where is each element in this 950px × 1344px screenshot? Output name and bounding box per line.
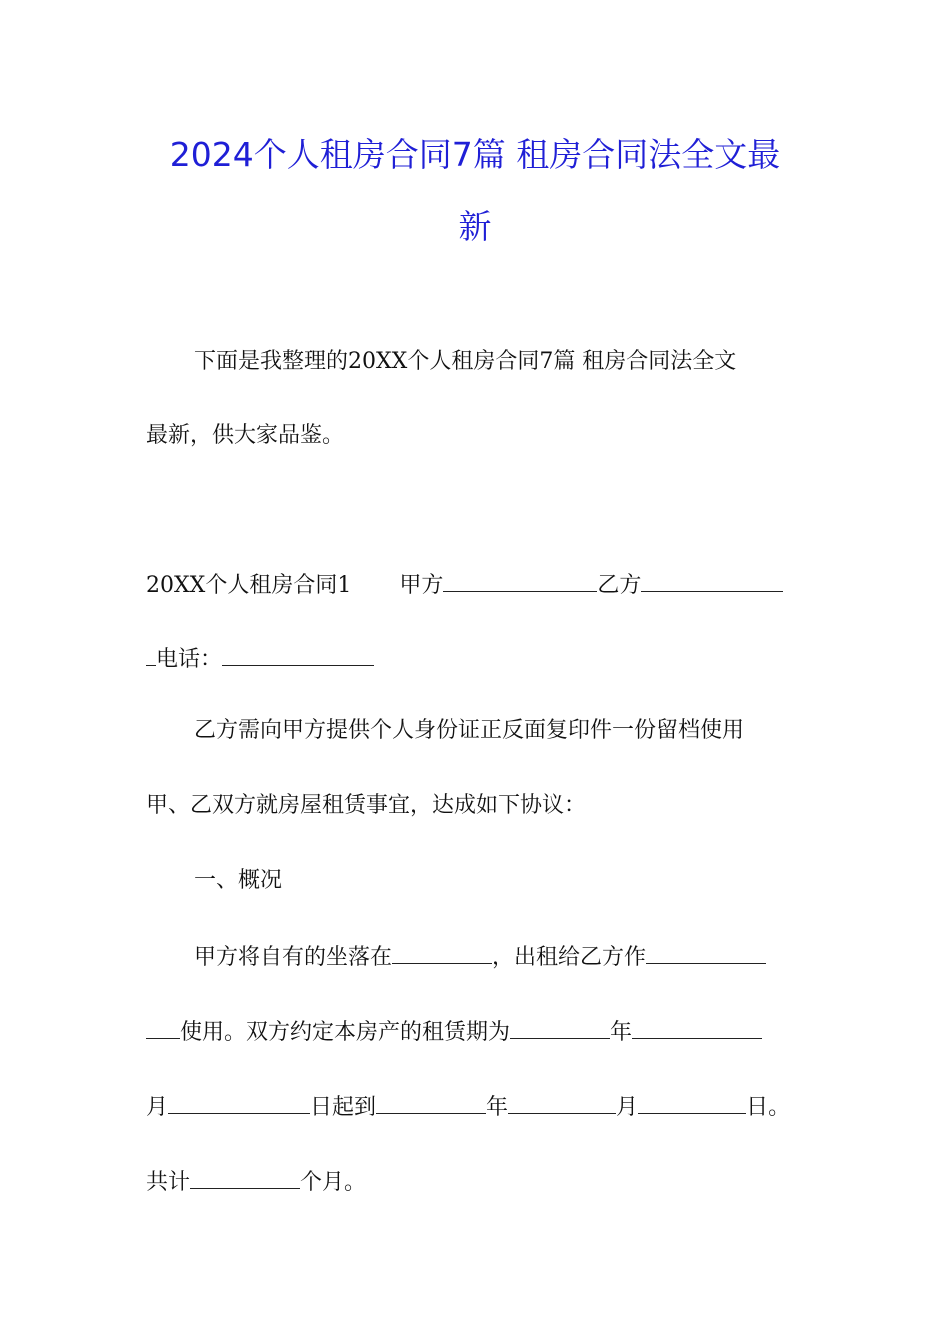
start-month-blank xyxy=(632,1020,762,1039)
premises-line-4 xyxy=(146,1170,366,1194)
end-month-blank xyxy=(508,1095,616,1114)
total-months-blank xyxy=(190,1170,300,1189)
party-b-label: 乙方 xyxy=(597,573,642,598)
party-a-label: 甲方 xyxy=(399,573,444,598)
term-text-to: 日起到 xyxy=(310,1095,377,1120)
premises-text-b: ，出租给乙方作 xyxy=(492,945,647,970)
premises-line-2 xyxy=(146,1020,762,1044)
start-year-blank xyxy=(510,1020,610,1039)
premises-text-a: 甲方将自有的坐落在 xyxy=(194,945,393,970)
contract-heading: 20XX个人租房合同1 xyxy=(146,573,352,598)
premises-line-1 xyxy=(194,945,766,969)
section-heading-1: 一、概况 xyxy=(194,868,283,893)
term-text-end-year: 年 xyxy=(486,1095,509,1120)
id-paragraph-line-1: 乙方需向甲方提供个人身份证正反面复印件一份留档使用 xyxy=(194,718,745,743)
phone-row xyxy=(146,647,374,671)
location-blank xyxy=(392,945,492,964)
total-text-b: 个月。 xyxy=(300,1170,367,1195)
end-day-blank xyxy=(638,1095,746,1114)
term-text-end-month: 月 xyxy=(616,1095,639,1120)
document-title-line-1: 2024个人租房合同7篇 租房合同法全文最 xyxy=(169,135,781,174)
party-a-blank xyxy=(443,573,597,592)
term-text-end-day: 日。 xyxy=(746,1095,791,1120)
phone-label: 电话： xyxy=(156,647,223,672)
document-title-line-2: 新 xyxy=(458,207,492,246)
total-text-a: 共计 xyxy=(146,1170,191,1195)
phone-leading-blank xyxy=(146,647,156,666)
intro-line-2: 最新，供大家品鉴。 xyxy=(146,423,345,448)
contract-header-row xyxy=(146,573,783,597)
term-text-month: 月 xyxy=(146,1095,169,1120)
intro-line-1: 下面是我整理的20XX个人租房合同7篇 租房合同法全文 xyxy=(194,349,737,374)
purpose-blank-continued xyxy=(146,1020,180,1039)
term-text-a: 使用。双方约定本房产的租赁期为 xyxy=(180,1020,511,1045)
purpose-blank xyxy=(646,945,766,964)
id-paragraph-line-2: 甲、乙双方就房屋租赁事宜，达成如下协议： xyxy=(146,793,587,818)
premises-line-3 xyxy=(146,1095,790,1119)
party-b-blank xyxy=(641,573,783,592)
end-year-blank xyxy=(376,1095,486,1114)
phone-blank xyxy=(222,647,374,666)
start-day-blank xyxy=(168,1095,310,1114)
term-text-year: 年 xyxy=(610,1020,633,1045)
